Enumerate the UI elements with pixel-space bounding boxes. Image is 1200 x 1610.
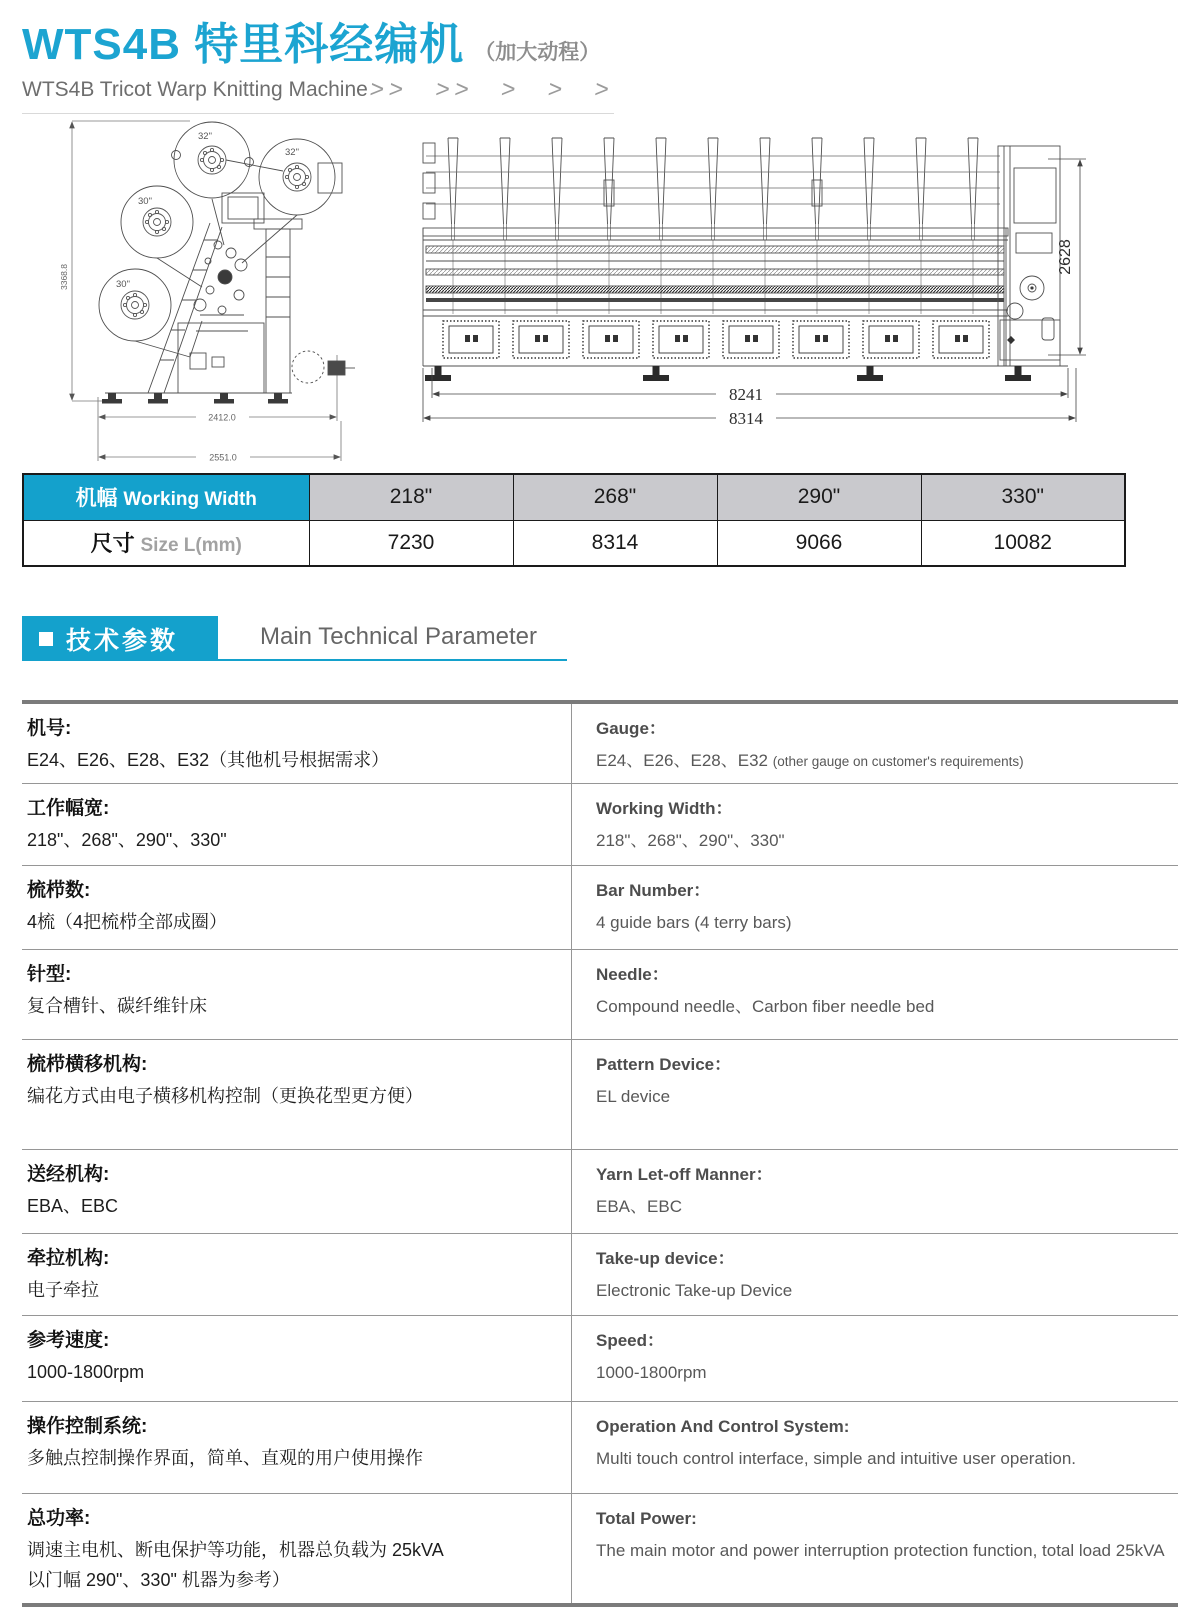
spec-cn-cell	[22, 704, 571, 783]
spec-cn-cell	[22, 1234, 571, 1315]
spec-cn-label: 牵拉机构:	[27, 1248, 110, 1270]
beam-size-label: 30"	[138, 196, 152, 207]
spec-cn-value: 1000-1800rpm	[27, 1362, 145, 1383]
spec-en-label: Bar Number：	[596, 881, 711, 901]
beam-size-label: 32"	[198, 131, 212, 142]
front-width-inner-dimension: 8241	[729, 385, 763, 404]
spec-cn-cell	[22, 950, 571, 1039]
spec-cn-cell	[22, 784, 571, 865]
spec-cn-label: 操作控制系统:	[27, 1416, 148, 1438]
spec-cn-label: 机号:	[27, 718, 72, 739]
spec-en-value: The main motor and power interruption protection function, total load 25kVA	[596, 1541, 1165, 1561]
spec-en-value: EBA、EBC	[596, 1197, 682, 1217]
spec-cn-label: 梳栉横移机构:	[27, 1054, 148, 1076]
header	[22, 8, 1178, 114]
spec-row-pattern-device	[22, 1040, 1178, 1150]
spec-en-value	[596, 749, 1172, 774]
width-value: 218"	[309, 474, 513, 520]
spec-en-note: (other gauge on customer's requirements)	[772, 753, 1024, 769]
spec-en-cell	[571, 1040, 1178, 1149]
spec-cn-label: 工作幅宽:	[27, 798, 110, 820]
section-title-cn: 技术参数	[66, 626, 179, 655]
spec-en-label: Gauge：	[596, 719, 666, 738]
side-width-outer-dimension: 2551.0	[209, 452, 237, 463]
side-height-dimension: 3368.8	[59, 264, 69, 290]
section-header	[22, 616, 567, 661]
subtitle-english: WTS4B Tricot Warp Knitting Machine	[22, 78, 368, 101]
spec-en-value-text: E24、E26、E28、E32	[596, 750, 773, 770]
chevron-decoration-icon: >> >> > > >	[368, 76, 616, 103]
spec-cn-cell	[22, 1150, 571, 1233]
size-value: 9066	[717, 520, 921, 566]
spec-en-label: Operation And Control System:	[596, 1417, 850, 1437]
spec-cn-value: 调速主电机、断电保护等功能，机器总负载为 25kVA	[27, 1540, 444, 1561]
spec-cn-label: 送经机构:	[27, 1164, 110, 1186]
spec-row-speed	[22, 1316, 1178, 1402]
spec-en-label: Total Power:	[596, 1509, 697, 1529]
spec-cn-cell	[22, 866, 571, 949]
page-title	[22, 8, 1178, 72]
spec-en-cell	[571, 784, 1178, 865]
spec-row-gauge	[22, 704, 1178, 784]
width-header-en: Working Width	[123, 489, 257, 511]
spec-en-value: Compound needle、Carbon fiber needle bed	[596, 997, 935, 1017]
title-suffix: （加大动程）	[474, 41, 601, 64]
spec-cn-value: 4梳（4把梳栉全部成圈）	[27, 912, 228, 933]
spec-cn-label: 参考速度:	[27, 1330, 110, 1352]
spec-cn-cell	[22, 1402, 571, 1493]
spec-en-label: Yarn Let-off Manner：	[596, 1165, 773, 1185]
size-label-en: Size L(mm)	[140, 535, 242, 557]
spec-en-cell	[571, 1316, 1178, 1401]
spec-en-cell	[571, 1402, 1178, 1493]
spec-row-bar-number	[22, 866, 1178, 950]
front-view-drawing	[408, 128, 1090, 430]
spec-en-value: EL device	[596, 1087, 671, 1107]
spec-cn-label: 针型:	[27, 964, 72, 986]
front-height-dimension: 2628	[1057, 239, 1074, 275]
spec-en-cell	[571, 1234, 1178, 1315]
size-row	[23, 520, 1125, 566]
spec-cn-value: E24、E26、E28、E32（其他机号根据需求）	[27, 749, 390, 770]
spec-en-cell	[571, 866, 1178, 949]
spec-row-needle	[22, 950, 1178, 1040]
spec-cn-value: 多触点控制操作界面，简单、直观的用户使用操作	[27, 1448, 423, 1469]
working-width-table	[22, 473, 1126, 567]
spec-en-label: Working Width：	[596, 799, 733, 819]
spec-cn-value: 电子牵拉	[27, 1280, 99, 1301]
spec-en-label: Speed：	[596, 1331, 665, 1351]
title-chinese: WTS4B 特里科经编机	[22, 20, 465, 69]
spec-cn-cell	[22, 1316, 571, 1401]
spec-cn-value-line2: 以门幅 290"、330" 机器为参考）	[27, 1570, 290, 1591]
beam-size-label: 32"	[285, 147, 299, 158]
spec-cn-value: EBA、EBC	[27, 1196, 119, 1217]
spec-en-label: Pattern Device：	[596, 1055, 732, 1075]
side-width-inner-dimension: 2412.0	[208, 412, 236, 423]
spec-en-label: Needle：	[596, 965, 669, 985]
beam-size-label: 30"	[116, 279, 130, 290]
spec-en-value: Electronic Take-up Device	[596, 1281, 793, 1301]
spec-en-cell	[571, 1494, 1178, 1603]
spec-row-takeup	[22, 1234, 1178, 1316]
square-bullet-icon	[39, 632, 53, 646]
spec-en-cell	[571, 950, 1178, 1039]
section-underline	[212, 659, 567, 661]
spec-cn-label: 总功率:	[27, 1508, 91, 1530]
spec-cn-value: 复合槽针、碳纤维针床	[27, 996, 207, 1017]
spec-en-cell	[571, 1150, 1178, 1233]
spec-cn-value: 218"、268"、290"、330"	[27, 830, 227, 851]
width-header-cn: 机幅	[75, 487, 118, 511]
spec-cn-label: 梳栉数:	[27, 880, 91, 902]
spec-cn-cell	[22, 1494, 571, 1603]
spec-row-yarn-letoff	[22, 1150, 1178, 1234]
width-header-label	[23, 474, 309, 520]
spec-row-working-width	[22, 784, 1178, 866]
section-title-box	[22, 616, 218, 661]
spec-row-total-power	[22, 1494, 1178, 1603]
width-value: 268"	[513, 474, 717, 520]
spec-en-value: 218"、268"、290"、330"	[596, 831, 785, 851]
size-label-cn: 尺寸	[90, 531, 135, 557]
size-value: 8314	[513, 520, 717, 566]
spec-en-value: 4 guide bars (4 terry bars)	[596, 913, 792, 933]
spec-row-control-system	[22, 1402, 1178, 1494]
spec-en-cell	[571, 704, 1178, 783]
size-value: 10082	[921, 520, 1125, 566]
side-view-drawing	[50, 105, 385, 467]
section-title-en: Main Technical Parameter	[260, 623, 538, 650]
spec-en-value: 1000-1800rpm	[596, 1363, 707, 1383]
technical-drawings	[0, 103, 1200, 468]
spec-cn-cell	[22, 1040, 571, 1149]
front-width-outer-dimension: 8314	[729, 409, 763, 428]
spec-en-value: Multi touch control interface, simple and intuitive user operation.	[596, 1449, 1077, 1469]
size-row-label	[23, 520, 309, 566]
spec-en-label: Take-up device：	[596, 1249, 735, 1269]
spec-cn-value: 编花方式由电子横移机构控制（更换花型更方便）	[27, 1086, 423, 1107]
width-value: 290"	[717, 474, 921, 520]
spec-table	[22, 700, 1178, 1607]
width-header-row	[23, 474, 1125, 520]
size-value: 7230	[309, 520, 513, 566]
width-value: 330"	[921, 474, 1125, 520]
